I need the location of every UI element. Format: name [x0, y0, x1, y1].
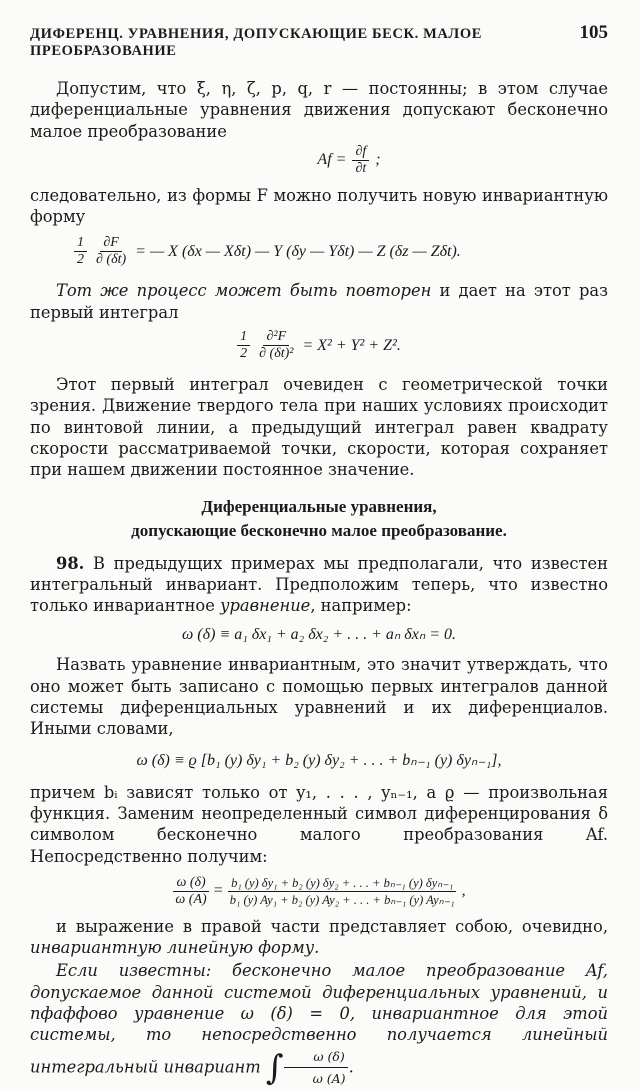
- integrand-fraction: [284, 1046, 349, 1089]
- eq1-lhs: Af =: [317, 151, 347, 169]
- p5-text-a: В предыдущих примерах мы предполагали, что известен интегральный инвариант. Предположим теперь, что известно только инвариантное: [30, 553, 608, 616]
- equation-omega-expansion: ω (δ) ≡ ϱ [b₁ (y) δy₁ + b₂ (y) δy₂ + . . . + bₙ₋₁ (y) δyₙ₋₁],: [136, 751, 502, 769]
- paragraph-6: Назвать уравнение инвариантным, это значит утверждать, что оно может быть записано с помощью первых интегралов данной системы диференциальных уравнений и их диференциалов. Иными словами,: [30, 655, 608, 739]
- eq2-den: ∂ (δt): [96, 252, 127, 268]
- p3-rest: и дает на этот раз первый интеграл: [30, 281, 608, 322]
- paragraph-9: [30, 960, 608, 1089]
- section-heading: [30, 495, 608, 543]
- equation-form: [30, 235, 608, 268]
- eq3-coef-num: 1: [237, 329, 250, 346]
- eq6-right-den: b₁ (y) Ay₁ + b₂ (y) Ay₂ + . . . + bₙ₋₁ (y) Ayₙ₋₁: [229, 892, 455, 907]
- paragraph-1: Допустим, что ξ, η, ζ, p, q, r — постоянны; в этом случае диференциальные уравнения движения допускают бесконечно малое преобразование: [30, 79, 608, 141]
- equation-ratio: $\frac{\omega (\delta)}{\omega (A)}$ = $\frac{\text{b₁ (y) δy₁ + b₂ (y) δy₂ + . . . + bₙ₋₁ (y) δyₙ₋₁}}{\text{b₁ (y) Ay₁ + b₂ (y) Ay₂ + . . . + bₙ₋₁ (y) Ayₙ₋₁}}$ ,: [30, 875, 608, 908]
- eq3-fraction: [256, 329, 296, 362]
- eq3-coef-den: 2: [240, 346, 248, 362]
- p9-text: Если известны: бесконечно малое преобразование Af, допускаемое данной системой диференциальных уравнений, и пфаффово уравнение ω (δ) = 0, инвариантное для этой системы, то непосредственно получается линейный интегральный инвариант: [30, 961, 608, 1076]
- paragraph-98: [30, 553, 608, 617]
- eq2-coef: [74, 235, 87, 268]
- integral-tail: .: [348, 1056, 354, 1076]
- eq2-num: ∂F: [100, 235, 121, 252]
- eq2-fraction: [93, 235, 129, 268]
- paragraph-3: [30, 280, 608, 323]
- integrand-num: ω (δ): [284, 1046, 347, 1068]
- eq6-left-fraction: [172, 875, 209, 908]
- paragraph-4: Этот первый интеграл очевиден с геометрической точки зрения. Движение твердого тела при наших условиях происходит по винтовой линии, а предыдущий интеграл равен квадрату скорости рассматриваемой точки, скорости, которая сохраняет при нашем движении постоянное значение.: [30, 375, 608, 480]
- section-heading-line2: допускающие бесконечно малое преобразование.: [131, 520, 507, 540]
- paragraph-number: 98.: [56, 553, 85, 573]
- eq3-den: ∂ (δt)²: [259, 346, 294, 362]
- p5-italic: уравнение: [220, 596, 311, 616]
- p3-italic: Тот же процесс может быть повторен: [56, 281, 432, 301]
- eq3-rhs: = X² + Y² + Z².: [302, 336, 401, 354]
- page-number: 105: [579, 22, 608, 43]
- eq6-tail: ,: [461, 882, 466, 900]
- eq1-num: ∂f: [352, 144, 369, 161]
- page: [30, 22, 608, 1089]
- paragraph-2: следовательно, из формы F можно получить новую инвариантную форму: [30, 185, 608, 227]
- integrand-den: ω (A): [312, 1070, 346, 1086]
- eq6-right-fraction: [227, 875, 458, 908]
- equation-af: [90, 144, 608, 177]
- eq1-tail: ;: [375, 151, 381, 169]
- eq1-fraction: [352, 144, 369, 177]
- section-heading-line1: Диференциальные уравнения,: [201, 496, 437, 516]
- eq2-coef-den: 2: [77, 252, 84, 268]
- eq6-right-num: b₁ (y) δy₁ + b₂ (y) δy₂ + . . . + bₙ₋₁ (y) δyₙ₋₁: [228, 875, 456, 892]
- eq3-num: ∂²F: [263, 329, 289, 346]
- p5-text-b: , например:: [310, 596, 412, 616]
- eq6-left-den: ω (A): [175, 891, 207, 907]
- eq6-left-num: ω (δ): [173, 875, 208, 892]
- eq1-den: ∂t: [355, 160, 367, 176]
- header-title: ДИФЕРЕНЦ. УРАВНЕНИЯ, ДОПУСКАЮЩИЕ БЕСК. МАЛОЕ ПРЕОБРАЗОВАНИЕ: [30, 26, 482, 59]
- equation-invariant: ω (δ) ≡ a₁ δx₁ + a₂ δx₂ + . . . + aₙ δxₙ = 0.: [182, 626, 456, 644]
- eq3-coef: [237, 329, 250, 362]
- paragraph-8: [30, 916, 608, 959]
- p8-italic: инвариантную линейную форму.: [30, 938, 320, 958]
- integral-sign: ∫: [265, 1047, 284, 1088]
- eq2-coef-num: 1: [74, 235, 87, 252]
- eq2-rhs: = — X (δx — Xδt) — Y (δy — Yδt) — Z (δz — Zδt).: [135, 242, 461, 260]
- paragraph-7: причем bᵢ зависят только от y₁, . . . , yₙ₋₁, а ϱ — произвольная функция. Заменим неопределенный символ диференцирования δ символом бесконечно малого преобразования Af. Непосредственно получим:: [30, 782, 608, 866]
- running-header: [30, 22, 608, 60]
- equation-first-integral: [30, 329, 608, 362]
- p8-text: и выражение в правой части представляет собою, очевидно,: [56, 916, 608, 936]
